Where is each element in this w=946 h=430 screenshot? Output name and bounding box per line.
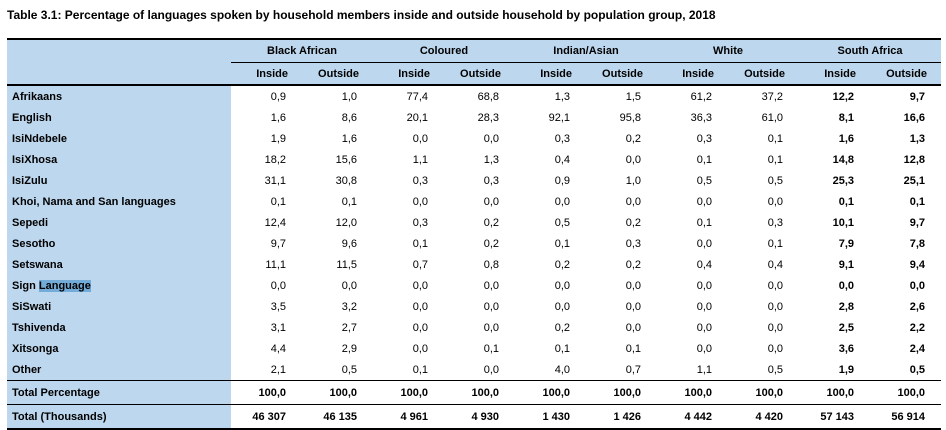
value-cell: 2,8 — [838, 300, 855, 313]
value-cell: 4,4 — [270, 342, 286, 355]
value-cell: 30,8 — [335, 174, 357, 187]
row-label: Xitsonga — [7, 338, 231, 359]
value-cell: 3,2 — [341, 300, 357, 313]
value-cell: 1,9 — [270, 132, 286, 145]
value-cell: 0,0 — [554, 300, 570, 313]
value-cell: 18,2 — [264, 153, 286, 166]
value-cell: 1,0 — [625, 174, 641, 187]
group-header-coloured: Coloured — [373, 39, 515, 63]
value-cell: 0,3 — [412, 174, 428, 187]
value-cell: 0,0 — [554, 279, 570, 292]
value-cell: 0,1 — [412, 363, 428, 376]
value-cell: 0,0 — [412, 300, 428, 313]
value-cell: 4 420 — [728, 405, 799, 430]
value-cell: 0,0 — [554, 195, 570, 208]
value-cell: 8,6 — [341, 111, 357, 124]
value-cell: 37,2 — [761, 90, 784, 103]
value-cell: 0,0 — [270, 279, 286, 292]
value-cell: 0,1 — [625, 342, 641, 355]
value-cell: 0,3 — [696, 132, 712, 145]
group-header-indian-asian: Indian/Asian — [515, 39, 657, 63]
value-cell: 0,9 — [554, 174, 570, 187]
value-cell: 12,2 — [832, 90, 855, 103]
value-cell: 0,1 — [483, 342, 499, 355]
row-label: Setswana — [7, 254, 231, 275]
value-cell: 0,1 — [767, 237, 784, 250]
value-cell: 0,1 — [838, 195, 855, 208]
value-cell: 36,3 — [690, 111, 712, 124]
value-cell: 0,0 — [625, 279, 641, 292]
value-cell: 9,4 — [909, 258, 926, 271]
row-label: Other — [7, 359, 231, 381]
value-cell: 0,0 — [483, 279, 499, 292]
value-cell: 2,6 — [909, 300, 926, 313]
value-cell: 0,1 — [412, 237, 428, 250]
value-cell: 0,0 — [625, 153, 641, 166]
table-row — [7, 107, 941, 128]
value-cell: 100,0 — [657, 381, 728, 405]
table-row — [7, 85, 941, 107]
value-cell: 0,0 — [412, 132, 428, 145]
value-cell: 0,3 — [625, 237, 641, 250]
value-cell: 0,3 — [412, 216, 428, 229]
table-row — [7, 212, 941, 233]
value-cell: 0,2 — [625, 258, 641, 271]
value-cell: 0,0 — [625, 300, 641, 313]
value-cell: 12,0 — [335, 216, 357, 229]
value-cell: 1,9 — [838, 363, 855, 376]
value-cell: 0,0 — [696, 342, 712, 355]
row-label: Afrikaans — [7, 85, 231, 107]
value-cell: 0,0 — [412, 195, 428, 208]
value-cell: 0,7 — [625, 363, 641, 376]
subheader-inside: Inside — [515, 63, 586, 86]
table-row — [7, 149, 941, 170]
group-header-black-african: Black African — [231, 39, 373, 63]
table-row — [7, 275, 941, 296]
value-cell: 100,0 — [231, 381, 302, 405]
value-cell: 0,3 — [483, 174, 499, 187]
value-cell: 0,5 — [767, 363, 784, 376]
row-label: Sepedi — [7, 212, 231, 233]
value-cell: 100,0 — [799, 381, 870, 405]
value-cell: 8,1 — [838, 111, 855, 124]
value-cell: 0,0 — [625, 195, 641, 208]
subheader-outside: Outside — [586, 63, 657, 86]
value-cell: 100,0 — [728, 381, 799, 405]
value-cell: 100,0 — [373, 381, 444, 405]
value-cell: 2,7 — [341, 321, 357, 334]
value-cell: 0,4 — [767, 258, 784, 271]
value-cell: 20,1 — [406, 111, 428, 124]
subheader-outside: Outside — [302, 63, 373, 86]
value-cell: 0,0 — [767, 300, 784, 313]
value-cell: 2,9 — [341, 342, 357, 355]
value-cell: 0,7 — [412, 258, 428, 271]
value-cell: 0,1 — [696, 153, 712, 166]
value-cell: 100,0 — [302, 381, 373, 405]
value-cell: 0,2 — [625, 216, 641, 229]
value-cell: 0,5 — [341, 363, 357, 376]
value-cell: 100,0 — [586, 381, 657, 405]
subheader-inside: Inside — [373, 63, 444, 86]
table-row — [7, 405, 941, 430]
value-cell: 0,0 — [838, 279, 855, 292]
group-header-white: White — [657, 39, 799, 63]
value-cell: 0,0 — [696, 300, 712, 313]
value-cell: 0,1 — [696, 216, 712, 229]
value-cell: 0,1 — [554, 237, 570, 250]
value-cell: 0,1 — [554, 342, 570, 355]
value-cell: 9,7 — [909, 90, 926, 103]
subheader-inside: Inside — [657, 63, 728, 86]
table-row — [7, 254, 941, 275]
value-cell: 0,4 — [696, 258, 712, 271]
value-cell: 0,5 — [767, 174, 784, 187]
value-cell: 1,6 — [341, 132, 357, 145]
table-row — [7, 170, 941, 191]
value-cell: 1,3 — [483, 153, 499, 166]
table-row — [7, 191, 941, 212]
value-cell: 92,1 — [548, 111, 570, 124]
value-cell: 0,0 — [341, 279, 357, 292]
value-cell: 57 143 — [799, 405, 870, 430]
value-cell: 0,2 — [483, 237, 499, 250]
value-cell: 31,1 — [264, 174, 286, 187]
value-cell: 0,0 — [696, 237, 712, 250]
row-label: IsiXhosa — [7, 149, 231, 170]
row-label: IsiZulu — [7, 170, 231, 191]
value-cell: 11,5 — [336, 258, 357, 271]
value-cell: 1,1 — [412, 153, 428, 166]
value-cell: 0,2 — [554, 321, 570, 334]
value-cell: 4 930 — [444, 405, 515, 430]
value-cell: 0,0 — [483, 195, 499, 208]
value-cell: 1,3 — [909, 132, 926, 145]
value-cell: 56 914 — [870, 405, 941, 430]
subheader-outside: Outside — [444, 63, 515, 86]
value-cell: 1,0 — [341, 90, 357, 103]
value-cell: 46 307 — [231, 405, 302, 430]
value-cell: 4 961 — [373, 405, 444, 430]
value-cell: 0,3 — [767, 216, 784, 229]
value-cell: 3,5 — [270, 300, 286, 313]
value-cell: 12,8 — [903, 153, 926, 166]
value-cell: 0,0 — [767, 195, 784, 208]
value-cell: 12,4 — [264, 216, 286, 229]
value-cell: 2,4 — [909, 342, 926, 355]
value-cell: 95,8 — [619, 111, 641, 124]
table-row — [7, 233, 941, 254]
value-cell: 0,0 — [483, 300, 499, 313]
value-cell: 0,1 — [909, 195, 926, 208]
corner-cell — [7, 39, 231, 85]
value-cell: 0,2 — [483, 216, 499, 229]
value-cell: 0,0 — [483, 321, 499, 334]
value-cell: 0,1 — [767, 153, 784, 166]
value-cell: 14,8 — [832, 153, 855, 166]
text-selection-highlight: Language — [38, 279, 91, 292]
value-cell: 3,6 — [838, 342, 855, 355]
table-row — [7, 381, 941, 405]
value-cell: 1,6 — [838, 132, 855, 145]
row-label: Sesotho — [7, 233, 231, 254]
value-cell: 0,1 — [767, 132, 784, 145]
value-cell: 100,0 — [444, 381, 515, 405]
value-cell: 16,6 — [903, 111, 926, 124]
table-body — [7, 85, 941, 429]
row-label: SiSwati — [7, 296, 231, 317]
value-cell: 1,1 — [696, 363, 712, 376]
table-row — [7, 338, 941, 359]
subheader-inside: Inside — [799, 63, 870, 86]
value-cell: 0,0 — [696, 321, 712, 334]
value-cell: 15,6 — [335, 153, 357, 166]
value-cell: 2,1 — [270, 363, 286, 376]
value-cell: 9,6 — [341, 237, 357, 250]
languages-table — [7, 38, 941, 430]
value-cell: 0,5 — [554, 216, 570, 229]
value-cell: 25,3 — [832, 174, 855, 187]
value-cell: 61,0 — [761, 111, 784, 124]
value-cell: 0,9 — [270, 90, 286, 103]
value-cell: 28,3 — [477, 111, 499, 124]
value-cell: 1 426 — [586, 405, 657, 430]
value-cell: 68,8 — [477, 90, 499, 103]
value-cell: 0,0 — [483, 132, 499, 145]
value-cell: 25,1 — [903, 174, 926, 187]
value-cell: 1,6 — [270, 111, 286, 124]
value-cell: 0,1 — [270, 195, 286, 208]
value-cell: 0,0 — [909, 279, 926, 292]
subheader-inside: Inside — [231, 63, 302, 86]
value-cell: 2,2 — [909, 321, 926, 334]
value-cell: 9,7 — [270, 237, 286, 250]
value-cell: 0,0 — [412, 342, 428, 355]
value-cell: 1,5 — [625, 90, 641, 103]
value-cell: 7,9 — [838, 237, 855, 250]
value-cell: 0,0 — [483, 363, 499, 376]
value-cell: 1 430 — [515, 405, 586, 430]
group-header-south-africa: South Africa — [799, 39, 941, 63]
row-label: English — [7, 107, 231, 128]
value-cell: 0,3 — [554, 132, 570, 145]
value-cell: 0,0 — [696, 195, 712, 208]
row-label: IsiNdebele — [7, 128, 231, 149]
value-cell: 77,4 — [406, 90, 428, 103]
table-row — [7, 359, 941, 381]
value-cell: 0,0 — [625, 321, 641, 334]
row-label: Total (Thousands) — [7, 405, 231, 430]
value-cell: 0,2 — [554, 258, 570, 271]
value-cell: 0,5 — [909, 363, 926, 376]
table-row — [7, 128, 941, 149]
value-cell: 0,0 — [412, 279, 428, 292]
group-header-row — [7, 39, 941, 63]
table-row — [7, 296, 941, 317]
subheader-outside: Outside — [728, 63, 799, 86]
value-cell: 0,8 — [483, 258, 499, 271]
row-label: Khoi, Nama and San languages — [7, 191, 231, 212]
value-cell: 1,3 — [554, 90, 570, 103]
value-cell: 61,2 — [690, 90, 712, 103]
value-cell: 0,5 — [696, 174, 712, 187]
value-cell: 9,7 — [909, 216, 926, 229]
value-cell: 0,0 — [767, 279, 784, 292]
value-cell: 9,1 — [838, 258, 855, 271]
value-cell: 0,0 — [767, 321, 784, 334]
value-cell: 100,0 — [870, 381, 941, 405]
value-cell: 11,1 — [265, 258, 286, 271]
value-cell: 3,1 — [270, 321, 286, 334]
table-header — [7, 39, 941, 85]
value-cell: 4 442 — [657, 405, 728, 430]
value-cell: 7,8 — [909, 237, 926, 250]
table-row — [7, 317, 941, 338]
value-cell: 0,4 — [554, 153, 570, 166]
value-cell: 0,0 — [696, 279, 712, 292]
row-label: Sign Language — [7, 275, 231, 296]
subheader-outside: Outside — [870, 63, 941, 86]
value-cell: 4,0 — [554, 363, 570, 376]
value-cell: 2,5 — [838, 321, 855, 334]
row-label: Tshivenda — [7, 317, 231, 338]
value-cell: 100,0 — [515, 381, 586, 405]
value-cell: 46 135 — [302, 405, 373, 430]
value-cell: 0,0 — [767, 342, 784, 355]
value-cell: 0,1 — [341, 195, 357, 208]
value-cell: 0,2 — [625, 132, 641, 145]
table-title: Table 3.1: Percentage of languages spoken by household members inside and outside household by population group, 2018 — [7, 8, 716, 22]
row-label: Total Percentage — [7, 381, 231, 405]
value-cell: 0,0 — [412, 321, 428, 334]
value-cell: 10,1 — [832, 216, 855, 229]
